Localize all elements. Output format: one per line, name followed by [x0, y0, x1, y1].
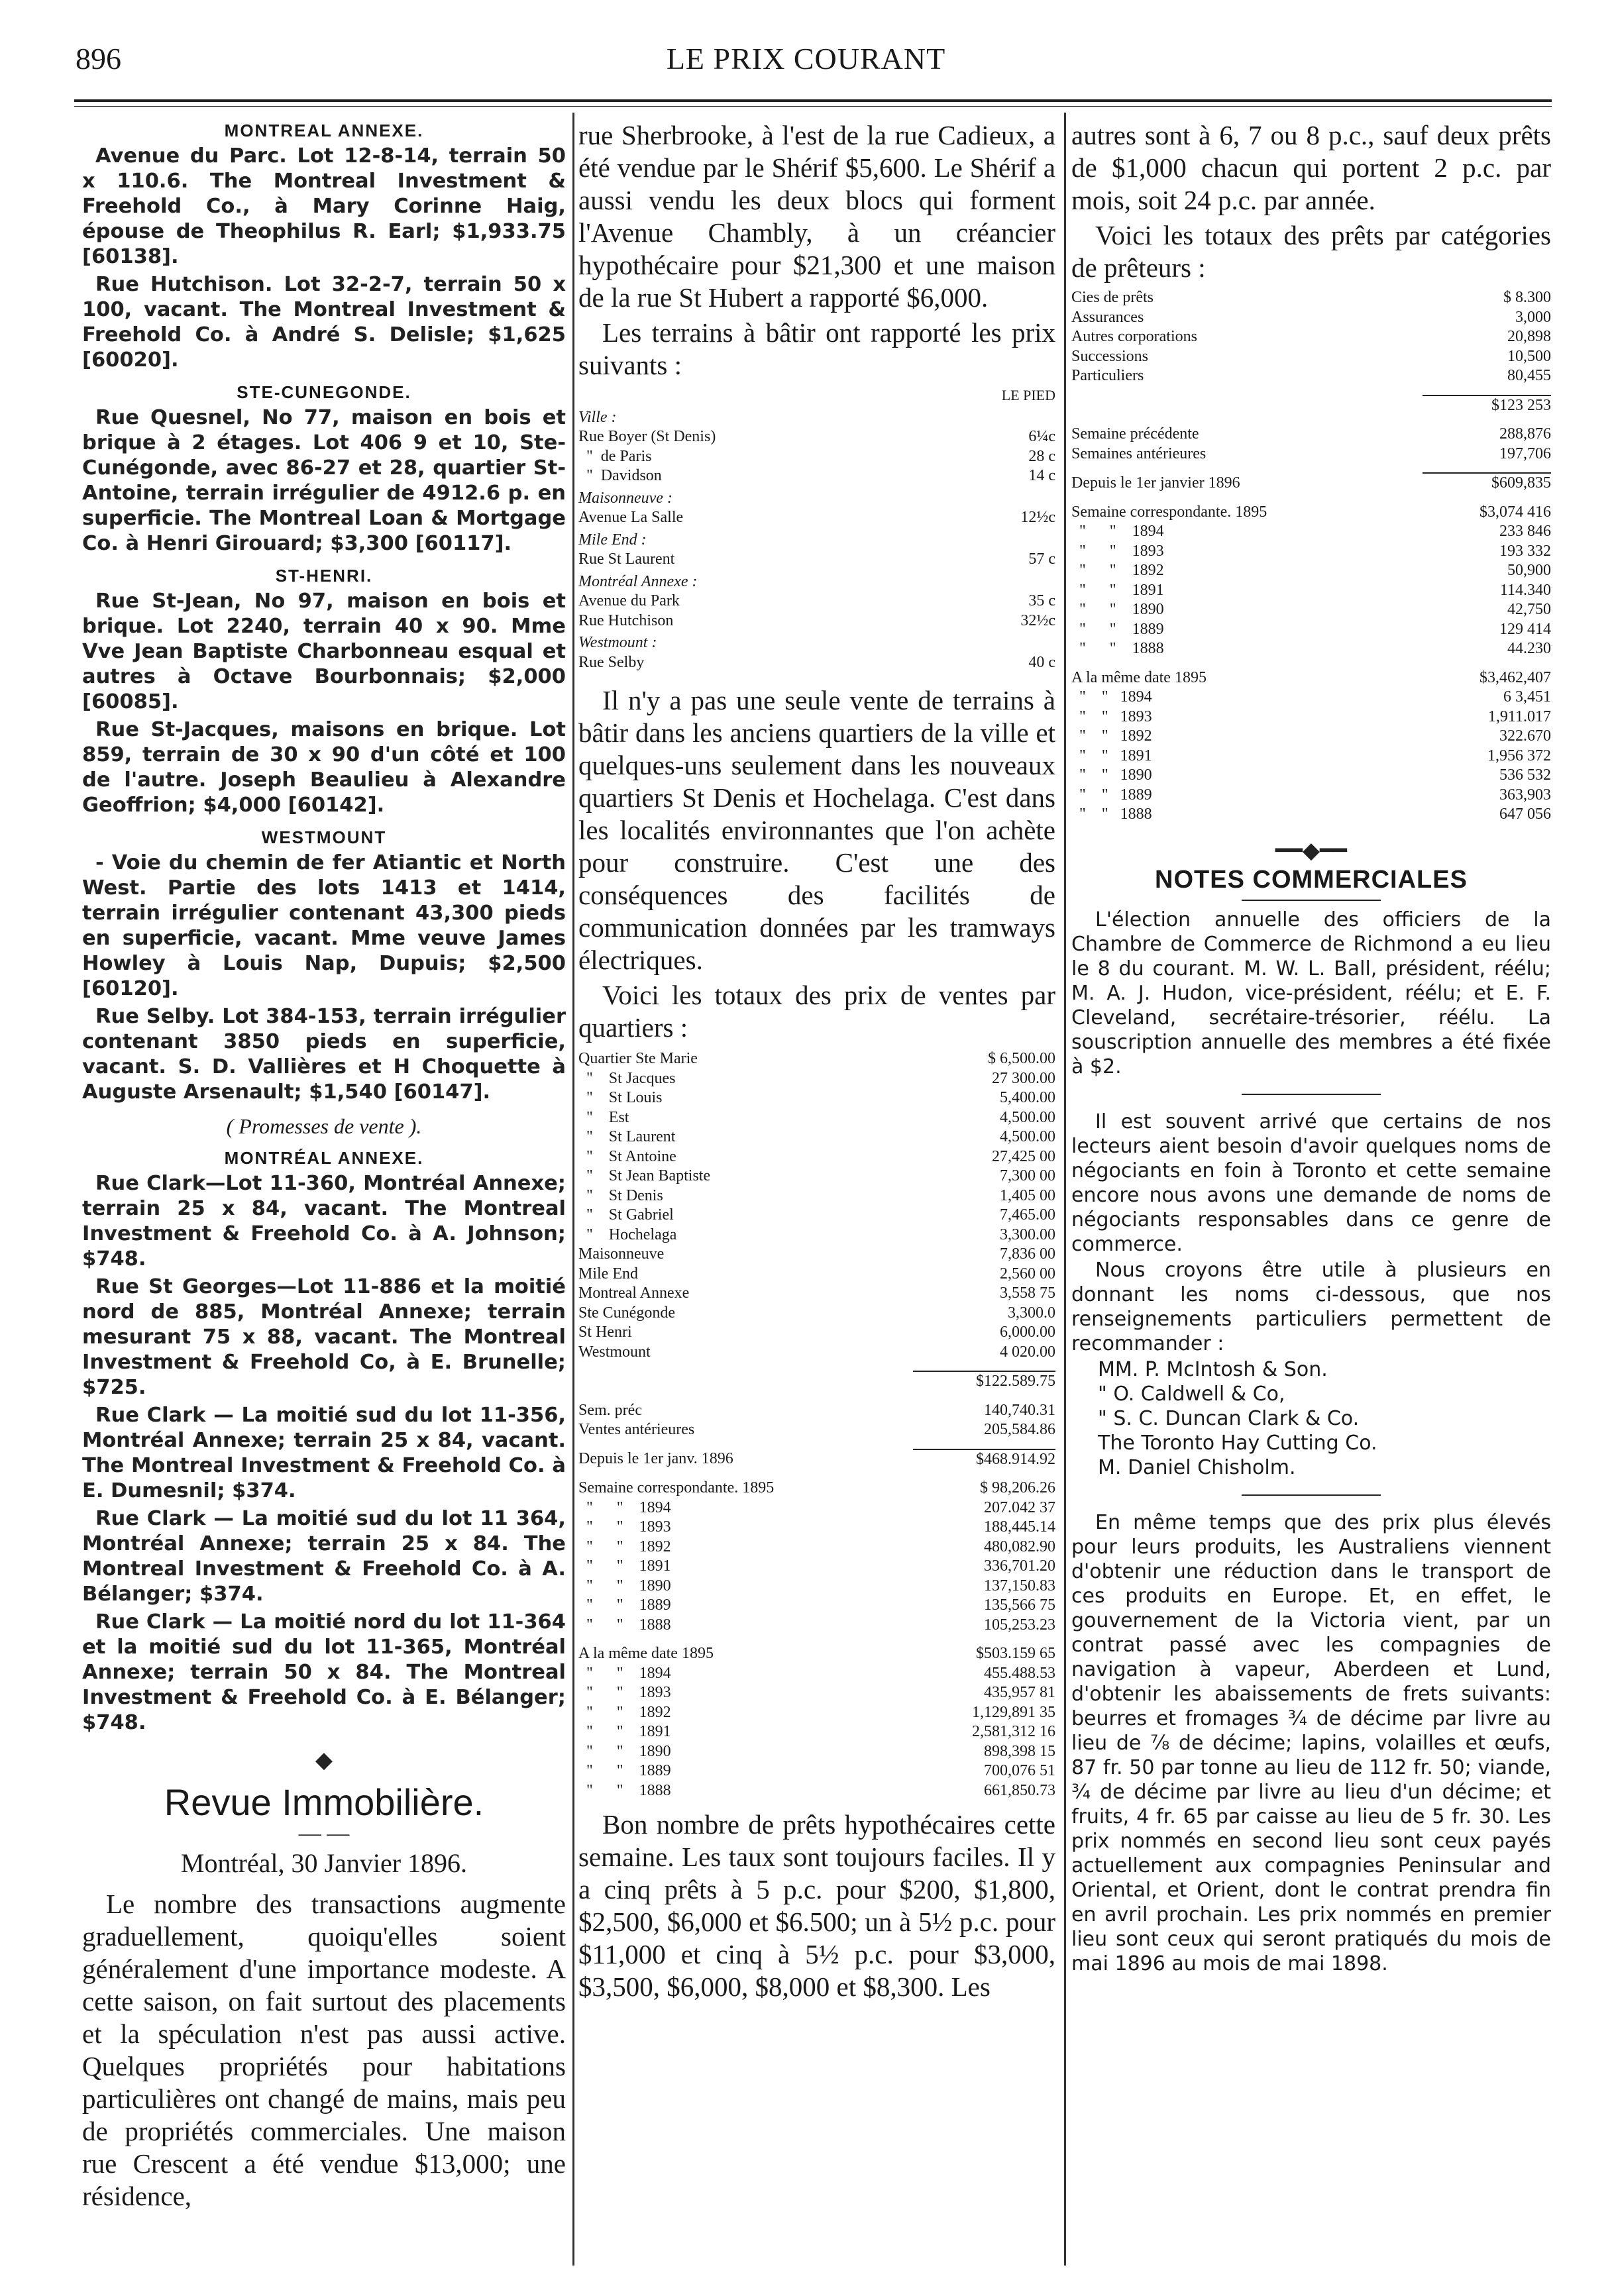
row-label: Semaine correspondante. 1895	[578, 1479, 775, 1496]
section-heading: STE-CUNEGONDE.	[237, 382, 411, 402]
article-paragraph: Bon nombre de prêts hypothécaires cette semaine. Les taux sont toujours faciles. Il y a cinq prêts à 5 p.c. pour $200, $1,800, $2,500, $6,000 et $6.500; un à 5½ p.c. pour $11,000 et cinq à 5½ p.c. pour $3,000, $3,500, $6,000, $8,000 et $8,300. Les	[578, 1809, 1055, 2002]
row-value: 5,400.00	[1000, 1089, 1055, 1106]
row-value: 44.230	[1507, 640, 1551, 657]
row-value: 28 c	[1028, 447, 1055, 465]
table-row	[578, 1108, 1055, 1128]
row-value: 1,956 372	[1487, 747, 1551, 764]
table-row	[1071, 503, 1551, 523]
article-paragraph: Voici les totaux des prix de ventes par quartiers :	[578, 980, 1055, 1043]
table-row	[578, 1781, 1055, 1801]
row-label: " " 1890	[1071, 766, 1152, 784]
transaction-entry: Rue Hutchison. Lot 32-2-7, terrain 50 x 100, vacant. The Montreal Investment & Freehold Co. à André S. Delisle; $1,625 [60020].	[82, 273, 566, 372]
table-row	[578, 1167, 1055, 1186]
list-item: M. Daniel Chisholm.	[1098, 1455, 1296, 1479]
row-label: Westmount	[578, 1343, 651, 1361]
table-row	[1071, 688, 1551, 707]
note-paragraph: Nous croyons être utile à plusieurs en donnant les noms ci-dessous, que nos renseignements particuliers permettent de recommander :	[1071, 1258, 1551, 1355]
row-label: Rue St Laurent	[578, 550, 675, 568]
row-value: 322.670	[1499, 727, 1551, 745]
table-row	[1071, 805, 1551, 825]
row-label: Montreal Annexe	[578, 1284, 690, 1302]
table-subheading-row	[578, 528, 1055, 550]
table-row	[578, 1664, 1055, 1684]
row-value: 3,000	[1515, 308, 1551, 326]
ornament-divider: ◆	[315, 1748, 333, 1773]
short-rule	[1242, 900, 1381, 901]
column-left	[82, 119, 566, 2272]
row-label: " St Jean Baptiste	[578, 1167, 711, 1184]
row-label: Maisonneuve :	[578, 489, 672, 507]
row-label: " " 1894	[578, 1664, 671, 1682]
row-value: 1,405 00	[1000, 1186, 1055, 1204]
table-subheading-row	[578, 631, 1055, 653]
row-label: Assurances	[1071, 308, 1144, 326]
row-label: " " 1890	[1071, 601, 1164, 618]
row-label: Ville :	[578, 408, 617, 426]
table-row	[578, 1518, 1055, 1538]
row-label: " " 1892	[1071, 562, 1164, 579]
table-header-row	[578, 386, 1055, 405]
table-row	[1071, 727, 1551, 747]
table-row	[578, 1742, 1055, 1762]
table-row	[578, 1616, 1055, 1636]
table-row	[578, 1596, 1055, 1616]
row-label: Successions	[1071, 347, 1148, 365]
table-row	[578, 1147, 1055, 1167]
row-value	[921, 405, 1055, 428]
table-row	[578, 1069, 1055, 1089]
table-row	[1071, 347, 1551, 367]
table-row	[578, 1557, 1055, 1577]
row-value: 1,911.017	[1487, 707, 1551, 725]
promise-entry: Rue Clark — La moitié sud du lot 11 364, Montréal Annexe; terrain 25 x 84. The Montreal Investment & Freehold Co. à A. Bélanger; $374.	[82, 1507, 566, 1606]
row-label: " St Denis	[578, 1186, 663, 1204]
table-row	[578, 1245, 1055, 1265]
table-row: Sem. préc 140,740.31	[578, 1401, 1055, 1419]
table-row	[578, 1304, 1055, 1324]
transaction-entry: - Voie du chemin de fer Atiantic et North West. Partie des lots 1413 et 1414, terrain irrégulier contenant 43,300 pieds en superficie, vacant. Mme veuve James Howley à Louis Nap, Dupuis; $2,500 [60120].	[82, 851, 566, 1000]
table-row	[1071, 522, 1551, 542]
table-row	[578, 1226, 1055, 1245]
table-row	[1071, 366, 1551, 386]
row-label: Rue Boyer (St Denis)	[578, 428, 716, 445]
table-row	[578, 1498, 1055, 1518]
row-label: Particuliers	[1071, 367, 1144, 384]
article-paragraph: autres sont à 6, 7 ou 8 p.c., sauf deux prêts de $1,000 chacun qui portent 2 p.c. par mois, soit 24 p.c. par année.	[1071, 120, 1551, 215]
row-value: 7,300 00	[1000, 1167, 1055, 1184]
table-row	[578, 550, 1055, 570]
row-label: " " 1889	[1071, 786, 1152, 804]
row-label: Avenue La Salle	[578, 509, 684, 526]
table-row	[1071, 707, 1551, 727]
transaction-entry: Rue St-Jacques, maisons en brique. Lot 859, terrain de 30 x 90 d'un côté et 100 de l'autre. Joseph Beaulieu à Alexandre Geoffrion; $4,000 [60142].	[82, 718, 566, 817]
row-value: 7,836 00	[1000, 1245, 1055, 1263]
row-label: " " 1894	[578, 1498, 671, 1516]
row-label: " St Laurent	[578, 1128, 676, 1145]
row-label: " " 1893	[578, 1518, 671, 1536]
section-heading: MONTRÉAL ANNEXE.	[224, 1148, 424, 1168]
row-value: 135,566 75	[984, 1596, 1055, 1614]
header-rule	[74, 99, 1552, 102]
table-row	[578, 1479, 1055, 1498]
row-label: " " 1890	[578, 1742, 671, 1760]
row-value: 12½c	[1020, 509, 1055, 526]
row-value: 3,558 75	[1000, 1284, 1055, 1302]
row-label: " " 1890	[578, 1577, 671, 1594]
row-label: " Davidson	[578, 467, 662, 484]
table-row	[578, 1644, 1055, 1664]
row-value: 4,500.00	[1000, 1128, 1055, 1145]
recommended-list	[1071, 1357, 1551, 1480]
table-row	[578, 1186, 1055, 1206]
row-value: 233 846	[1499, 523, 1551, 540]
row-value: 7,465.00	[1000, 1206, 1055, 1224]
table-row	[578, 427, 1055, 447]
promise-entry: Rue St Georges—Lot 11-886 et la moitié nord de 885, Montréal Annexe; terrain mesurant 75 x 88, vacant. The Montreal Investment & Freehold Co, à E. Brunelle; $725.	[82, 1275, 566, 1399]
row-value: 480,082.90	[984, 1538, 1055, 1555]
row-value: 129 414	[1499, 620, 1551, 638]
table-row	[1071, 581, 1551, 601]
quarter-rows	[578, 1049, 1055, 1362]
row-label: " de Paris	[578, 447, 652, 465]
promise-entry: Rue Clark — La moitié nord du lot 11-364 et la moitié sud du lot 11-365, Montréal Annexe; terrain 50 x 84. The Montreal Investment & Freehold Co. à E. Bélanger; $748.	[82, 1610, 566, 1734]
title-dash: — —	[298, 1821, 350, 1846]
list-item: " S. C. Duncan Clark & Co.	[1098, 1406, 1360, 1430]
row-label: Rue Hutchison	[578, 611, 674, 629]
row-value: 193 332	[1499, 542, 1551, 560]
land-price-rows	[578, 386, 1055, 672]
transaction-entry: Avenue du Parc. Lot 12-8-14, terrain 50 x 110.6. The Montreal Investment & Freehold Co., à Mary Corinne Haig, épouse de Theophilus R. Earl; $1,933.75 [60138].	[82, 144, 566, 268]
row-label: " " 1894	[1071, 523, 1164, 540]
table-row	[578, 1683, 1055, 1703]
row-label: Semaine correspondante. 1895	[1071, 503, 1267, 521]
table-row: Depuis le 1er janvier 1896 $609,835	[1071, 473, 1551, 494]
row-label: " " 1893	[1071, 542, 1164, 560]
list-item: " O. Caldwell & Co,	[1098, 1382, 1285, 1406]
row-value: 80,455	[1507, 367, 1551, 384]
row-label: A la même date 1895	[578, 1645, 714, 1662]
row-value: 137,150.83	[984, 1577, 1055, 1594]
lender-totals-table	[1071, 288, 1551, 825]
row-value: $3,074 416	[1479, 503, 1551, 521]
table-row	[1071, 561, 1551, 581]
table-row	[578, 1049, 1055, 1069]
row-value: 207.042 37	[984, 1498, 1055, 1516]
table-row	[1071, 747, 1551, 766]
page-number: 896	[76, 42, 121, 76]
row-value: 20,898	[1507, 328, 1551, 345]
row-label: " St Gabriel	[578, 1206, 674, 1224]
table-subheading-row	[578, 405, 1055, 428]
list-item: The Toronto Hay Cutting Co.	[1098, 1431, 1377, 1455]
table-row: Semaine précédente 288,876	[1071, 425, 1551, 443]
note-paragraph: L'élection annuelle des officiers de la Chambre de Commerce de Richmond a eu lieu le 8 du courant. M. W. L. Ball, président, réélu; M. A. J. Hudon, vice-président, réélu; et E. F. Cleveland, secrétaire-trésorier, réélu. La souscription annuelle des membres a été fixée à $2.	[1071, 908, 1551, 1078]
table-row	[1071, 639, 1551, 659]
semaine-correspondante-rows	[578, 1479, 1055, 1635]
row-value: 14 c	[1028, 467, 1055, 484]
table-row	[1071, 327, 1551, 347]
semaine-correspondante-rows	[1071, 503, 1551, 659]
row-value: $3,462,407	[1479, 668, 1551, 686]
row-value	[921, 486, 1055, 509]
row-label: " St Louis	[578, 1089, 663, 1106]
row-label: Rue Selby	[578, 653, 645, 671]
row-value: 188,445.14	[984, 1518, 1055, 1536]
row-label: Mile End	[578, 1265, 638, 1282]
row-value: 647 056	[1499, 806, 1551, 823]
table-row	[1071, 600, 1551, 620]
article-paragraph: Il n'y a pas une seule vente de terrains à bâtir dans les anciens quartiers de la ville et quelques-uns seulement dans les nouveaux quartiers St Denis et Hochelaga. C'est dans les localités environnantes que l'on achète pour construire. C'est une des conséquences des facilités de communication données par les tramways électriques.	[578, 685, 1055, 975]
row-value: 4,500.00	[1000, 1108, 1055, 1126]
table-row	[578, 447, 1055, 467]
row-label: Maisonneuve	[578, 1245, 665, 1263]
spacer	[578, 1635, 1055, 1644]
article-paragraph: Voici les totaux des prêts par catégories de prêteurs :	[1071, 220, 1551, 283]
row-value: $ 6,500.00	[988, 1050, 1055, 1067]
row-value: 10,500	[1507, 347, 1551, 365]
ornament-divider: ━━◆━━	[1275, 838, 1348, 863]
row-label: Avenue du Park	[578, 592, 680, 609]
row-value: 1,129,891 35	[972, 1703, 1055, 1721]
table-row	[578, 1722, 1055, 1742]
column-middle	[578, 119, 1055, 2272]
row-value: 27,425 00	[992, 1147, 1055, 1165]
quarter-totals-table	[578, 1049, 1055, 1800]
header-rule-thin	[74, 106, 1552, 107]
section-heading: MONTREAL ANNEXE.	[224, 121, 424, 140]
row-value: 363,903	[1499, 786, 1551, 804]
short-rule	[1242, 1494, 1381, 1496]
table-row: $122.589.75	[578, 1371, 1055, 1392]
row-value: 455.488.53	[984, 1664, 1055, 1682]
row-label: " " 1889	[578, 1762, 671, 1779]
spacer	[1071, 659, 1551, 668]
table-row	[578, 1265, 1055, 1284]
column-divider-1	[572, 113, 574, 2266]
promise-entry: Rue Clark — La moitié sud du lot 11-356, Montréal Annexe; terrain 25 x 84, vacant. The Montreal Investment & Freehold Co. à E. Dumesnil; $374.	[82, 1404, 566, 1502]
row-label: " St Jacques	[578, 1069, 676, 1087]
row-value	[921, 570, 1055, 592]
table-row	[578, 592, 1055, 611]
row-label: " " 1892	[578, 1703, 671, 1721]
row-label: " " 1892	[578, 1538, 671, 1555]
row-label: Montréal Annexe :	[578, 572, 698, 590]
table-row	[578, 1088, 1055, 1108]
row-label: Autres corporations	[1071, 328, 1197, 345]
table-row: $123 253	[1071, 395, 1551, 416]
row-value: 6,000.00	[1000, 1324, 1055, 1341]
table-row	[578, 1538, 1055, 1557]
table-row	[578, 1577, 1055, 1596]
table-row: Semaines antérieures 197,706	[1071, 444, 1551, 462]
row-value: 3,300.00	[1000, 1226, 1055, 1243]
table-row	[578, 1343, 1055, 1363]
row-value: 336,701.20	[984, 1557, 1055, 1575]
row-label: " " 1888	[578, 1616, 671, 1634]
row-label: " " 1891	[578, 1557, 671, 1575]
row-label: " " 1891	[578, 1723, 671, 1740]
note-paragraph: Il est souvent arrivé que certains de nos lecteurs aient besoin d'avoir quelques noms de négociants en foin à Toronto et cette semaine encore nous avons une demande de noms de négociants responsables dans ce genre de commerce.	[1071, 1110, 1551, 1256]
row-value: 661,850.73	[984, 1781, 1055, 1799]
row-label: Quartier Ste Marie	[578, 1050, 698, 1067]
table-row	[578, 1761, 1055, 1781]
row-value: 2,581,312 16	[972, 1723, 1055, 1740]
row-label: " " 1891	[1071, 581, 1164, 599]
row-label: " " 1892	[1071, 727, 1152, 745]
row-value: 40 c	[1028, 653, 1055, 671]
page-title: LE PRIX COURANT	[666, 42, 946, 76]
row-value: 105,253.23	[984, 1616, 1055, 1634]
table-row	[1071, 620, 1551, 640]
article-title: Revue Immobilière.	[164, 1781, 484, 1823]
list-item: MM. P. McIntosh & Son.	[1098, 1357, 1328, 1381]
row-label: St Henri	[578, 1324, 632, 1341]
transaction-entry: Rue St-Jean, No 97, maison en bois et brique. Lot 2240, terrain 40 x 90. Mme Vve Jean Baptiste Charbonneau esqual et autres à Octave Bourbonnais; $2,000 [60085].	[82, 590, 566, 713]
table-row	[1071, 668, 1551, 688]
table-row	[578, 1323, 1055, 1343]
row-value	[921, 631, 1055, 653]
quarter-totals	[578, 1362, 1055, 1479]
row-label: " Est	[578, 1108, 629, 1126]
table-row	[578, 1703, 1055, 1723]
row-value: 6 3,451	[1503, 688, 1551, 705]
meme-date-rows	[1071, 668, 1551, 825]
column-divider-2	[1064, 113, 1066, 2266]
row-label: Ste Cunégonde	[578, 1304, 675, 1322]
row-value: 35 c	[1028, 592, 1055, 609]
article-paragraph: rue Sherbrooke, à l'est de la rue Cadieux, a été vendue par le Shérif $5,600. Le Shérif a aussi vendu les deux blocs qui forment l'Avenue Chambly, à un créancier hypothécaire pour $21,300 et une maison de la rue St Hubert a rapporté $6,000.	[578, 120, 1055, 313]
row-value: $ 8.300	[1503, 289, 1551, 306]
table-row	[1071, 542, 1551, 562]
row-value: 32½c	[1020, 611, 1055, 629]
section-title: NOTES COMMERCIALES	[1155, 865, 1468, 894]
table-row: Ventes antérieures 205,584.86	[578, 1421, 1055, 1438]
row-value: 114.340	[1499, 581, 1551, 599]
row-label: " " 1889	[1071, 620, 1164, 638]
row-label: " " 1889	[578, 1596, 671, 1614]
table-row	[578, 508, 1055, 528]
row-value: 42,750	[1507, 601, 1551, 618]
promise-entry: Rue Clark—Lot 11-360, Montréal Annexe; terrain 25 x 84, vacant. The Montreal Investment & Freehold Co. à A. Johnson; $748.	[82, 1172, 566, 1271]
table-row	[578, 1206, 1055, 1226]
row-value: $ 98,206.26	[980, 1479, 1055, 1496]
row-value	[921, 528, 1055, 550]
row-value: 700,076 51	[984, 1762, 1055, 1779]
row-label: " " 1893	[1071, 707, 1152, 725]
subsection-heading: ( Promesses de vente ).	[226, 1114, 422, 1138]
row-label: " " 1893	[578, 1684, 671, 1701]
row-value: 4 020.00	[1000, 1343, 1055, 1361]
row-value: 6¼c	[1028, 428, 1055, 445]
unit-header: LE PIED	[1001, 387, 1055, 403]
table-subheading-row	[578, 570, 1055, 592]
table-row	[578, 653, 1055, 673]
table-row: Depuis le 1er janv. 1896 $468.914.92	[578, 1449, 1055, 1470]
row-label: " " 1894	[1071, 688, 1152, 705]
note-paragraph: En même temps que des prix plus élevés pour leurs produits, les Australiens viennent d'obtenir une réduction dans le transport de ces produits en Europe. Et, en effet, le gouvernement de la Victoria vient, par un contrat passé avec les compagnies de navigation à vapeur, Aberdeen et Lund, d'obtenir les abaissements de frets suivants: beurres et fromages ¾ de décime par livre au lieu de ⅞ de décime; lapins, volailles et œufs, 87 fr. 50 par tonne au lieu de 112 fr. 50; viande, ¾ de décime par livre au lieu d'un décime; et fruits, 4 fr. 65 par caisse au lieu de 5 fr. 30. Les prix nommés en second lieu sont ceux payés actuellement aux compagnies Peninsular and Oriental, et Orient, dont le contrat prendra fin en avril prochain. Les prix nommés en premier lieu sont ceux qui seront pratiqués du mois de mai 1896 au mois de mai 1898.	[1071, 1510, 1551, 1975]
row-label: " " 1888	[578, 1781, 671, 1799]
row-label: Cies de prêts	[1071, 289, 1154, 306]
table-row	[578, 1284, 1055, 1304]
article-paragraph: Le nombre des transactions augmente graduellement, quoiqu'elles soient généralement d'une importance modeste. A cette saison, on fait surtout des placements et la spéculation n'est pas aussi active. Quelques propriétés pour habitations particulières ont changé de mains, mais peu de propriétés commerciales. Une maison rue Crescent a été vendue $13,000; une résidence,	[82, 1889, 566, 2211]
transaction-entry: Rue Selby. Lot 384-153, terrain irrégulier contenant 3850 pieds en superficie, vacant. S. D. Vallières et H Choquette à Auguste Arsenault; $1,540 [60147].	[82, 1005, 566, 1104]
section-heading: WESTMOUNT	[261, 827, 387, 847]
table-row	[1071, 288, 1551, 308]
transaction-entry: Rue Quesnel, No 77, maison en bois et brique à 2 étages. Lot 406 9 et 10, Ste-Cunégonde, avec 86-27 et 28, quartier St-Antoine, terrain irrégulier de 4912.6 p. en superficie. The Montreal Loan & Mortgage Co. à Henri Girouard; $3,300 [60117].	[82, 406, 566, 555]
table-row	[1071, 308, 1551, 328]
row-value: 898,398 15	[984, 1742, 1055, 1760]
lender-totals	[1071, 386, 1551, 503]
section-heading: ST-HENRI.	[275, 566, 373, 586]
table-row	[578, 1127, 1055, 1147]
table-row	[578, 611, 1055, 631]
row-value: 2,560 00	[1000, 1265, 1055, 1282]
article-paragraph: Les terrains à bâtir ont rapporté les prix suivants :	[578, 317, 1055, 380]
row-value: 435,957 81	[984, 1684, 1055, 1701]
row-value: $503.159 65	[976, 1645, 1055, 1662]
column-right	[1071, 119, 1551, 2272]
row-label: " " 1888	[1071, 806, 1152, 823]
short-rule	[1242, 1094, 1381, 1095]
table-row	[578, 466, 1055, 486]
table-subheading-row	[578, 486, 1055, 509]
table-row	[1071, 786, 1551, 806]
lender-rows	[1071, 288, 1551, 386]
row-value: 50,900	[1507, 562, 1551, 579]
row-label: Mile End :	[578, 531, 647, 548]
meme-date-rows	[578, 1644, 1055, 1800]
row-label: " " 1888	[1071, 640, 1164, 657]
table-row	[1071, 766, 1551, 786]
row-label: " St Antoine	[578, 1147, 676, 1165]
land-price-table	[578, 386, 1055, 672]
row-label: " Hochelaga	[578, 1226, 677, 1243]
row-label: A la même date 1895	[1071, 668, 1207, 686]
dateline: Montréal, 30 Janvier 1896.	[180, 1848, 468, 1878]
row-value: 57 c	[1028, 550, 1055, 568]
row-label: " " 1891	[1071, 747, 1152, 764]
row-value: 27 300.00	[992, 1069, 1055, 1087]
row-value: 3,300.0	[1008, 1304, 1055, 1322]
row-label: Westmount :	[578, 634, 657, 651]
row-value: 536 532	[1499, 766, 1551, 784]
